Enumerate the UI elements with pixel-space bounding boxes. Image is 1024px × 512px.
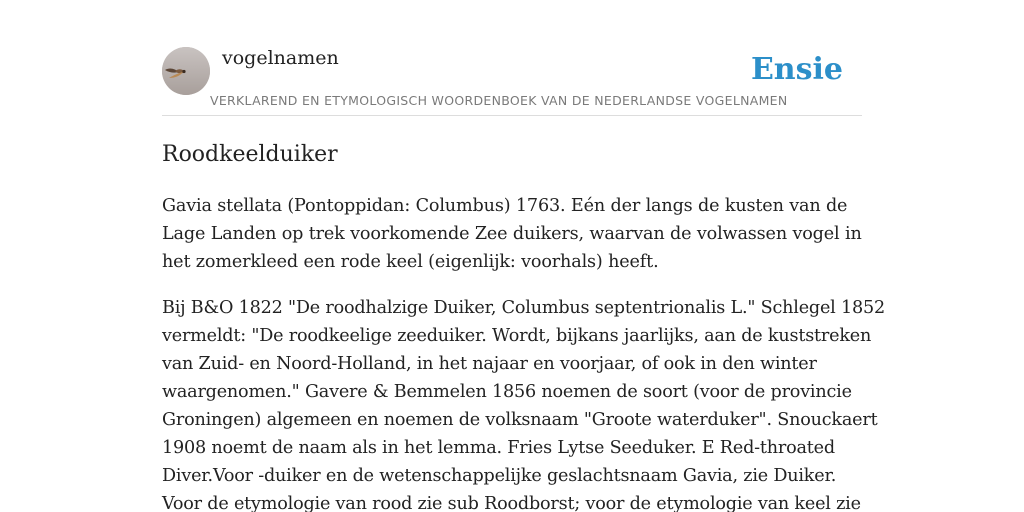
paragraph-line: Lage Landen op trek voorkomende Zee duikers, waarvan de volwassen vogel in — [162, 224, 862, 244]
entry-content — [162, 192, 885, 512]
entry-title: Roodkeelduiker — [162, 142, 338, 167]
bird-photo-icon — [162, 47, 210, 95]
paragraph-line: het zomerkleed een rode keel (eigenlijk: voorhals) heeft. — [162, 252, 659, 272]
site-avatar[interactable] — [162, 47, 210, 95]
paragraph-line: Groningen) algemeen en noemen de volksnaam "Groote waterduker". Snouckaert — [162, 410, 878, 430]
paragraph-line: waargenomen." Gavere & Bemmelen 1856 noemen de soort (voor de provincie — [162, 382, 852, 402]
entry-paragraph — [162, 192, 862, 276]
paragraph-line: Gavia stellata (Pontoppidan: Columbus) 1763. Eén der langs de kusten van de — [162, 196, 848, 216]
site-name[interactable]: vogelnamen — [222, 47, 339, 69]
paragraph-line: van Zuid- en Noord-Holland, in het najaar en voorjaar, of ook in den winter — [162, 354, 817, 374]
entry-paragraph — [162, 294, 885, 512]
header-divider — [162, 115, 862, 116]
paragraph-line: Voor de etymologie van rood zie sub Roodborst; voor de etymologie van keel zie — [162, 494, 861, 512]
paragraph-line: Bij B&O 1822 "De roodhalzige Duiker, Columbus septentrionalis L." Schlegel 1852 — [162, 298, 885, 318]
site-subtitle: VERKLAREND EN ETYMOLOGISCH WOORDENBOEK VAN DE NEDERLANDSE VOGELNAMEN — [210, 93, 788, 108]
paragraph-line: Diver.Voor -duiker en de wetenschappelijke geslachtsnaam Gavia, zie Duiker. — [162, 466, 837, 486]
paragraph-line: 1908 noemt de naam als in het lemma. Fries Lytse Seeduker. E Red-throated — [162, 438, 835, 458]
brand-logo[interactable]: Ensie — [750, 52, 843, 87]
paragraph-line: vermeldt: "De roodkeelige zeeduiker. Wordt, bijkans jaarlijks, aan de kuststreken — [162, 326, 872, 346]
